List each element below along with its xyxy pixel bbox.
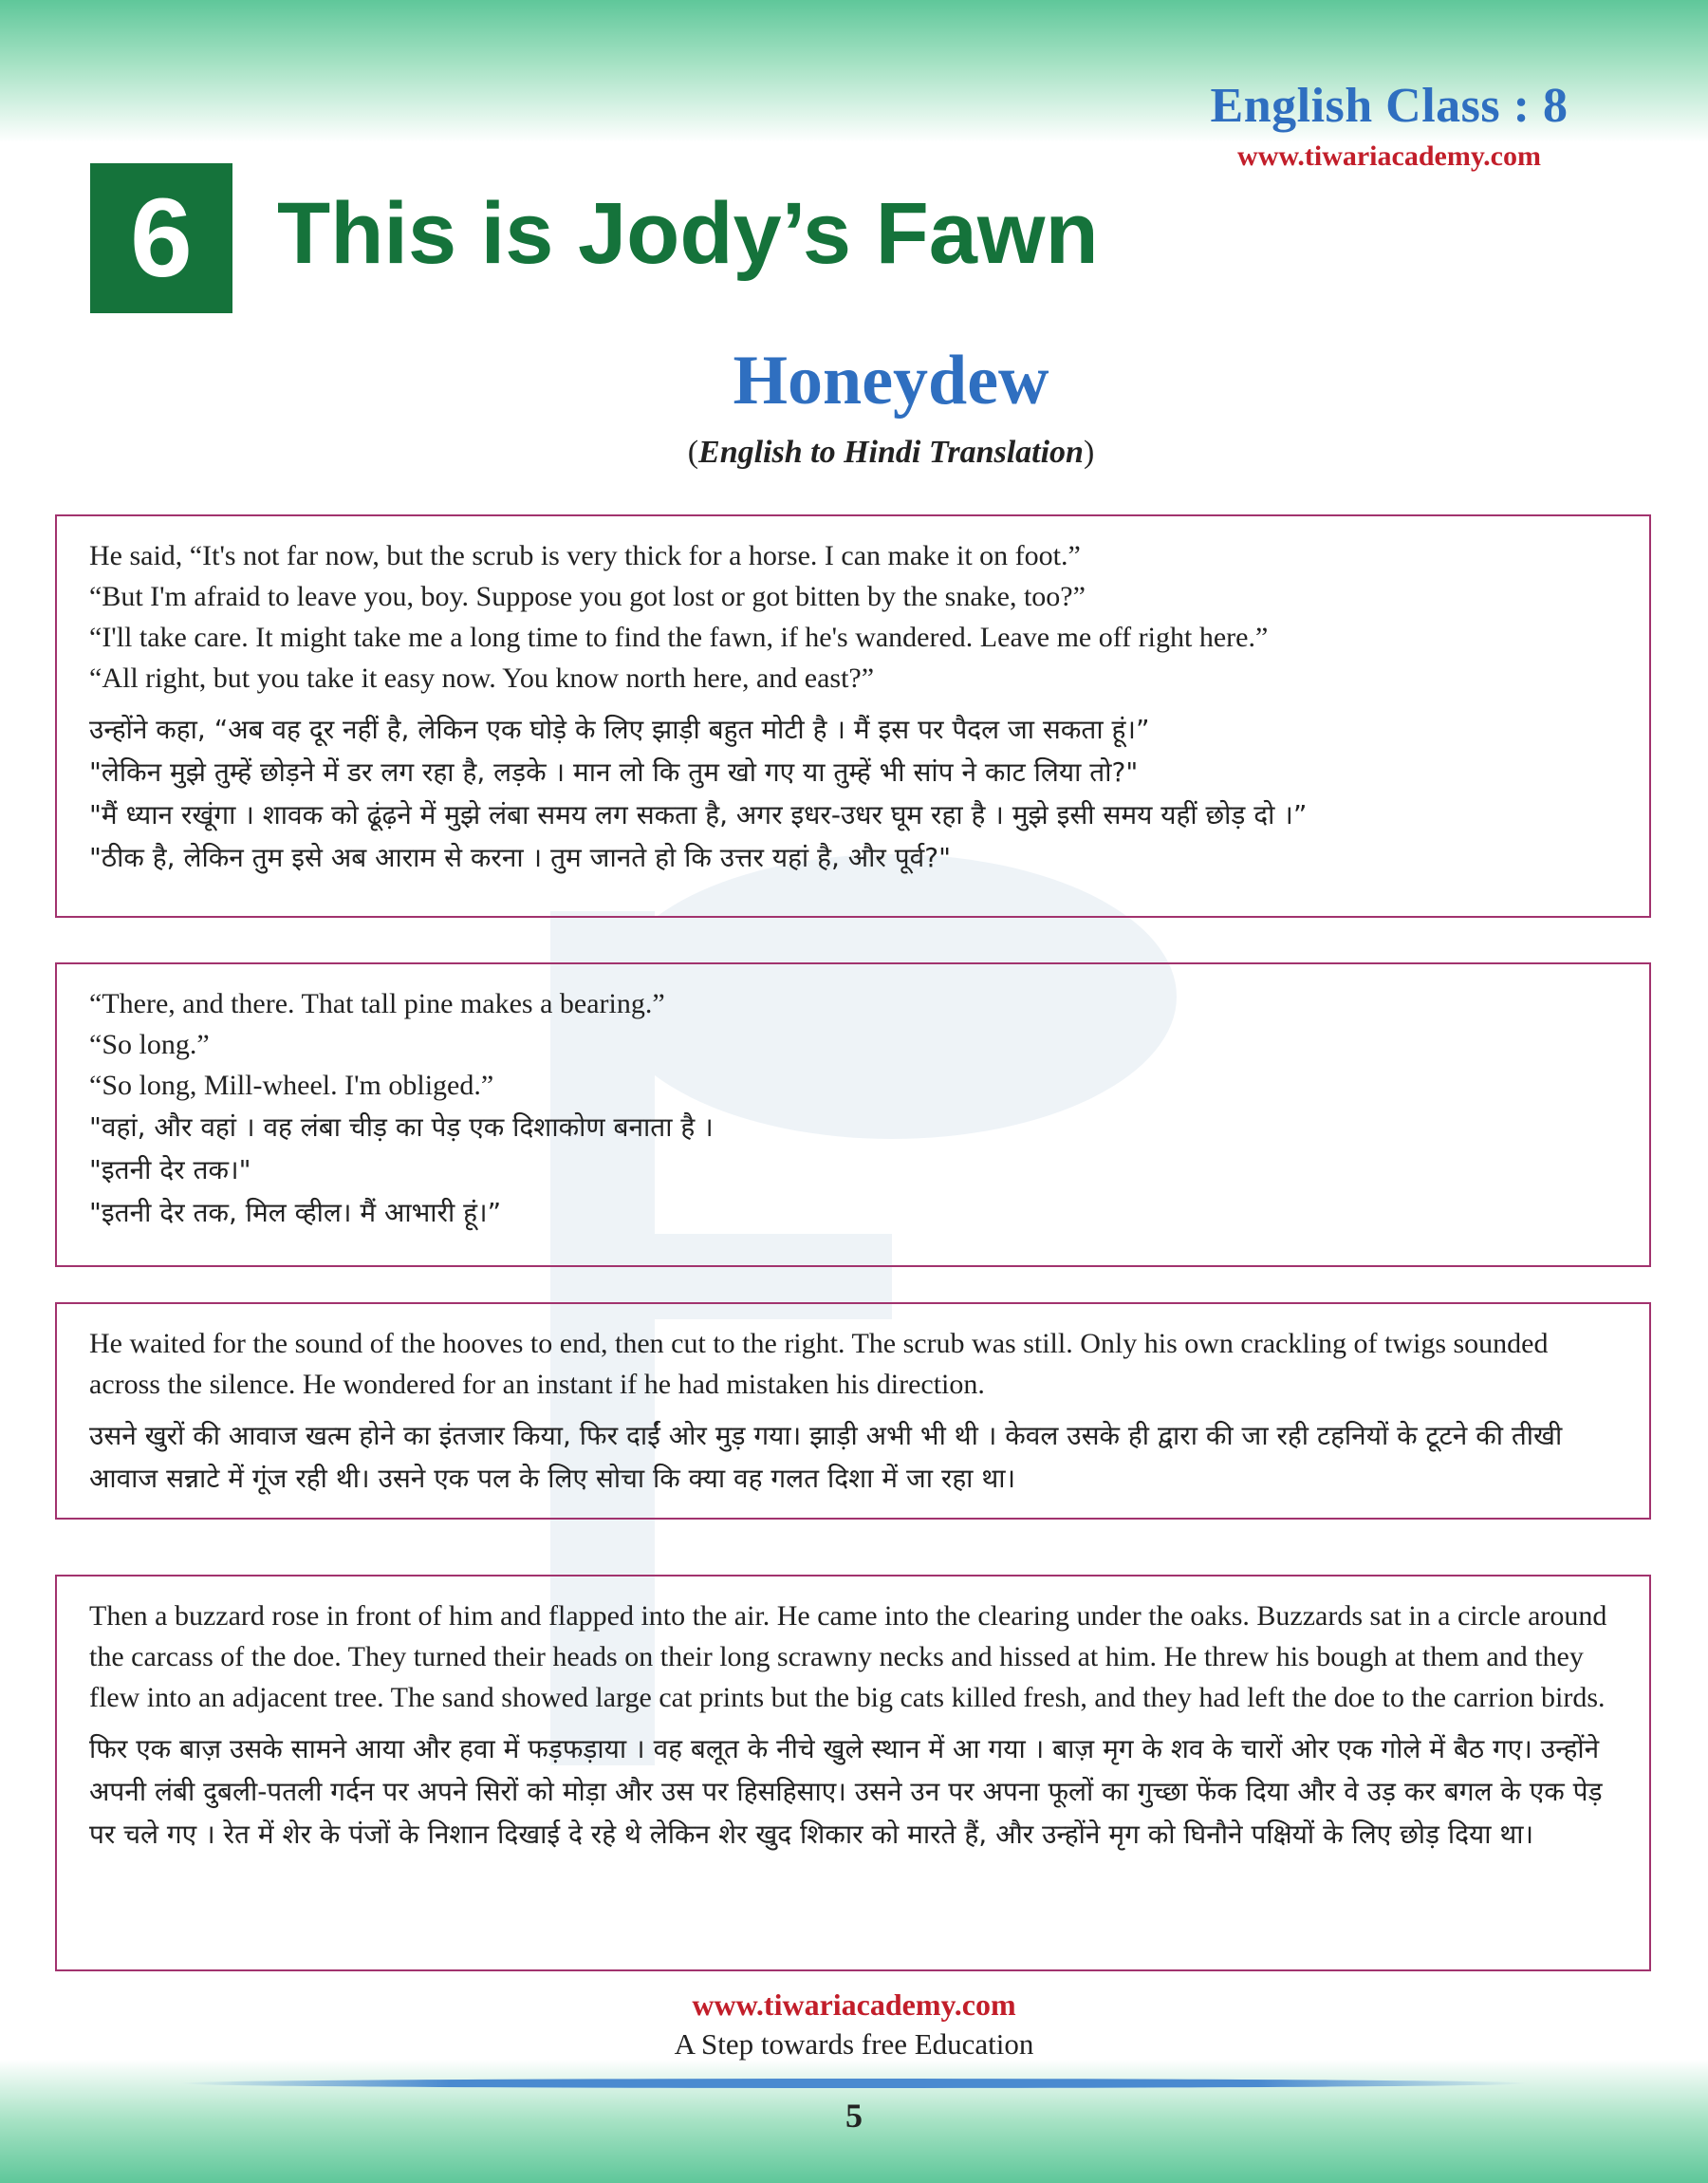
brand-url[interactable]: www.tiwariacademy.com xyxy=(1237,140,1541,172)
brand-header xyxy=(1199,79,1579,173)
chapter-title: This is Jody’s Fawn xyxy=(277,185,1099,282)
subtitle-close-paren: ) xyxy=(1083,435,1095,470)
translation-box-4 xyxy=(55,1575,1651,1971)
english-line: “There, and there. That tall pine makes a bearing.” xyxy=(89,988,665,1019)
chapter-number-badge: 6 xyxy=(90,163,232,313)
subtitle-text: English to Hindi Translation xyxy=(698,435,1084,470)
subtitle-open-paren: ( xyxy=(687,435,699,470)
hindi-paragraph: फिर एक बाज़ उसके सामने आया और हवा में फड़फड़ाया । वह बलूत के नीचे खुले स्थान में आ गया । बाज़ मृग के शव के चारों ओर एक गोले में बैठ गए। उन्होंने अपनी लंबी दुबली-पतली गर्दन पर अपने सिरों को मोड़ा और उस पर हिसहिसाए। उसने उन पर अपना फूलों का गुच्छा फेंक दिया और वे उड़ कर बगल के एक पेड़ पर चले गए । रेत में शेर के पंजों के निशान दिखाई दे रहे थे लेकिन शेर खुद शिकार को मारते हैं, और उन्होंने मृग को घिनौने पक्षियों के लिए छोड़ दिया था। xyxy=(89,1733,1603,1850)
hindi-line: "वहां, और वहां । वह लंबा चीड़ का पेड़ एक दिशाकोण बनाता है । xyxy=(89,1111,714,1143)
english-paragraph: Then a buzzard rose in front of him and flapped into the air. He came into the clearing under the oaks. Buzzards sat in a circle around the carcass of the doe. They turned their heads on their long scrawny necks and hissed at him. He threw his bough at them and they flew into an adjacent tree. The sand showed large cat prints but the big cats killed fresh, and they had left the doe to the carrion birds. xyxy=(89,1600,1607,1713)
hindi-line: उन्होंने कहा, “अब वह दूर नहीं है, लेकिन एक घोड़े के लिए झाड़ी बहुत मोटी है । मैं इस पर पैदल जा सकता हूं।” xyxy=(89,714,1150,745)
hindi-line: "मैं ध्यान रखूंगा । शावक को ढूंढ़ने में मुझे लंबा समय लग सकता है, अगर इधर-उधर घूम रहा है । मुझे इसी समय यहीं छोड़ दो ।” xyxy=(89,799,1308,830)
book-title: Honeydew xyxy=(733,342,1049,420)
english-paragraph: He waited for the sound of the hooves to end, then cut to the right. The scrub was still. Only his own crackling of twigs sounded across the silence. He wondered for an instant if he had mistaken his direction. xyxy=(89,1328,1549,1400)
translation-box-1 xyxy=(55,514,1651,918)
subtitle xyxy=(0,435,1708,471)
english-line: “All right, but you take it easy now. You know north here, and east?” xyxy=(89,662,875,694)
english-line: “But I'm afraid to leave you, boy. Suppose you got lost or got bitten by the snake, too?” xyxy=(89,581,1086,612)
english-line: “So long, Mill-wheel. I'm obliged.” xyxy=(89,1070,494,1101)
hindi-line: "ठीक है, लेकिन तुम इसे अब आराम से करना । तुम जानते हो कि उत्तर यहां है, और पूर्व?" xyxy=(89,842,951,873)
footer-tagline: A Step towards free Education xyxy=(674,2027,1034,2061)
hindi-line: "इतनी देर तक, मिल व्हील। मैं आभारी हूं।” xyxy=(89,1197,502,1228)
brand-title: English Class : 8 xyxy=(1210,79,1569,133)
hindi-line: "लेकिन मुझे तुम्हें छोड़ने में डर लग रहा है, लड़के । मान लो कि तुम खो गए या तुम्हें भी सांप ने काट लिया तो?" xyxy=(89,756,1139,788)
hindi-paragraph: उसने खुरों की आवाज खत्म होने का इंतजार किया, फिर दाईं ओर मुड़ गया। झाड़ी अभी भी थी । केवल उसके ही द्वारा की जा रही टहनियों के टूटने की तीखी आवाज सन्नाटे में गूंज रही थी। उसने एक पल के लिए सोचा कि क्या वह गलत दिशा में जा रहा था। xyxy=(89,1420,1563,1494)
translation-box-2 xyxy=(55,962,1651,1267)
footer-divider xyxy=(180,2079,1528,2088)
translation-box-3 xyxy=(55,1302,1651,1520)
english-line: “I'll take care. It might take me a long time to find the fawn, if he's wandered. Leave me off right here.” xyxy=(89,622,1269,653)
page-number: 5 xyxy=(845,2097,863,2135)
footer-url[interactable]: www.tiwariacademy.com xyxy=(692,1987,1016,2022)
hindi-line: "इतनी देर तक।" xyxy=(89,1154,251,1185)
english-line: He said, “It's not far now, but the scrub is very thick for a horse. I can make it on foot.” xyxy=(89,540,1081,571)
english-line: “So long.” xyxy=(89,1029,210,1060)
